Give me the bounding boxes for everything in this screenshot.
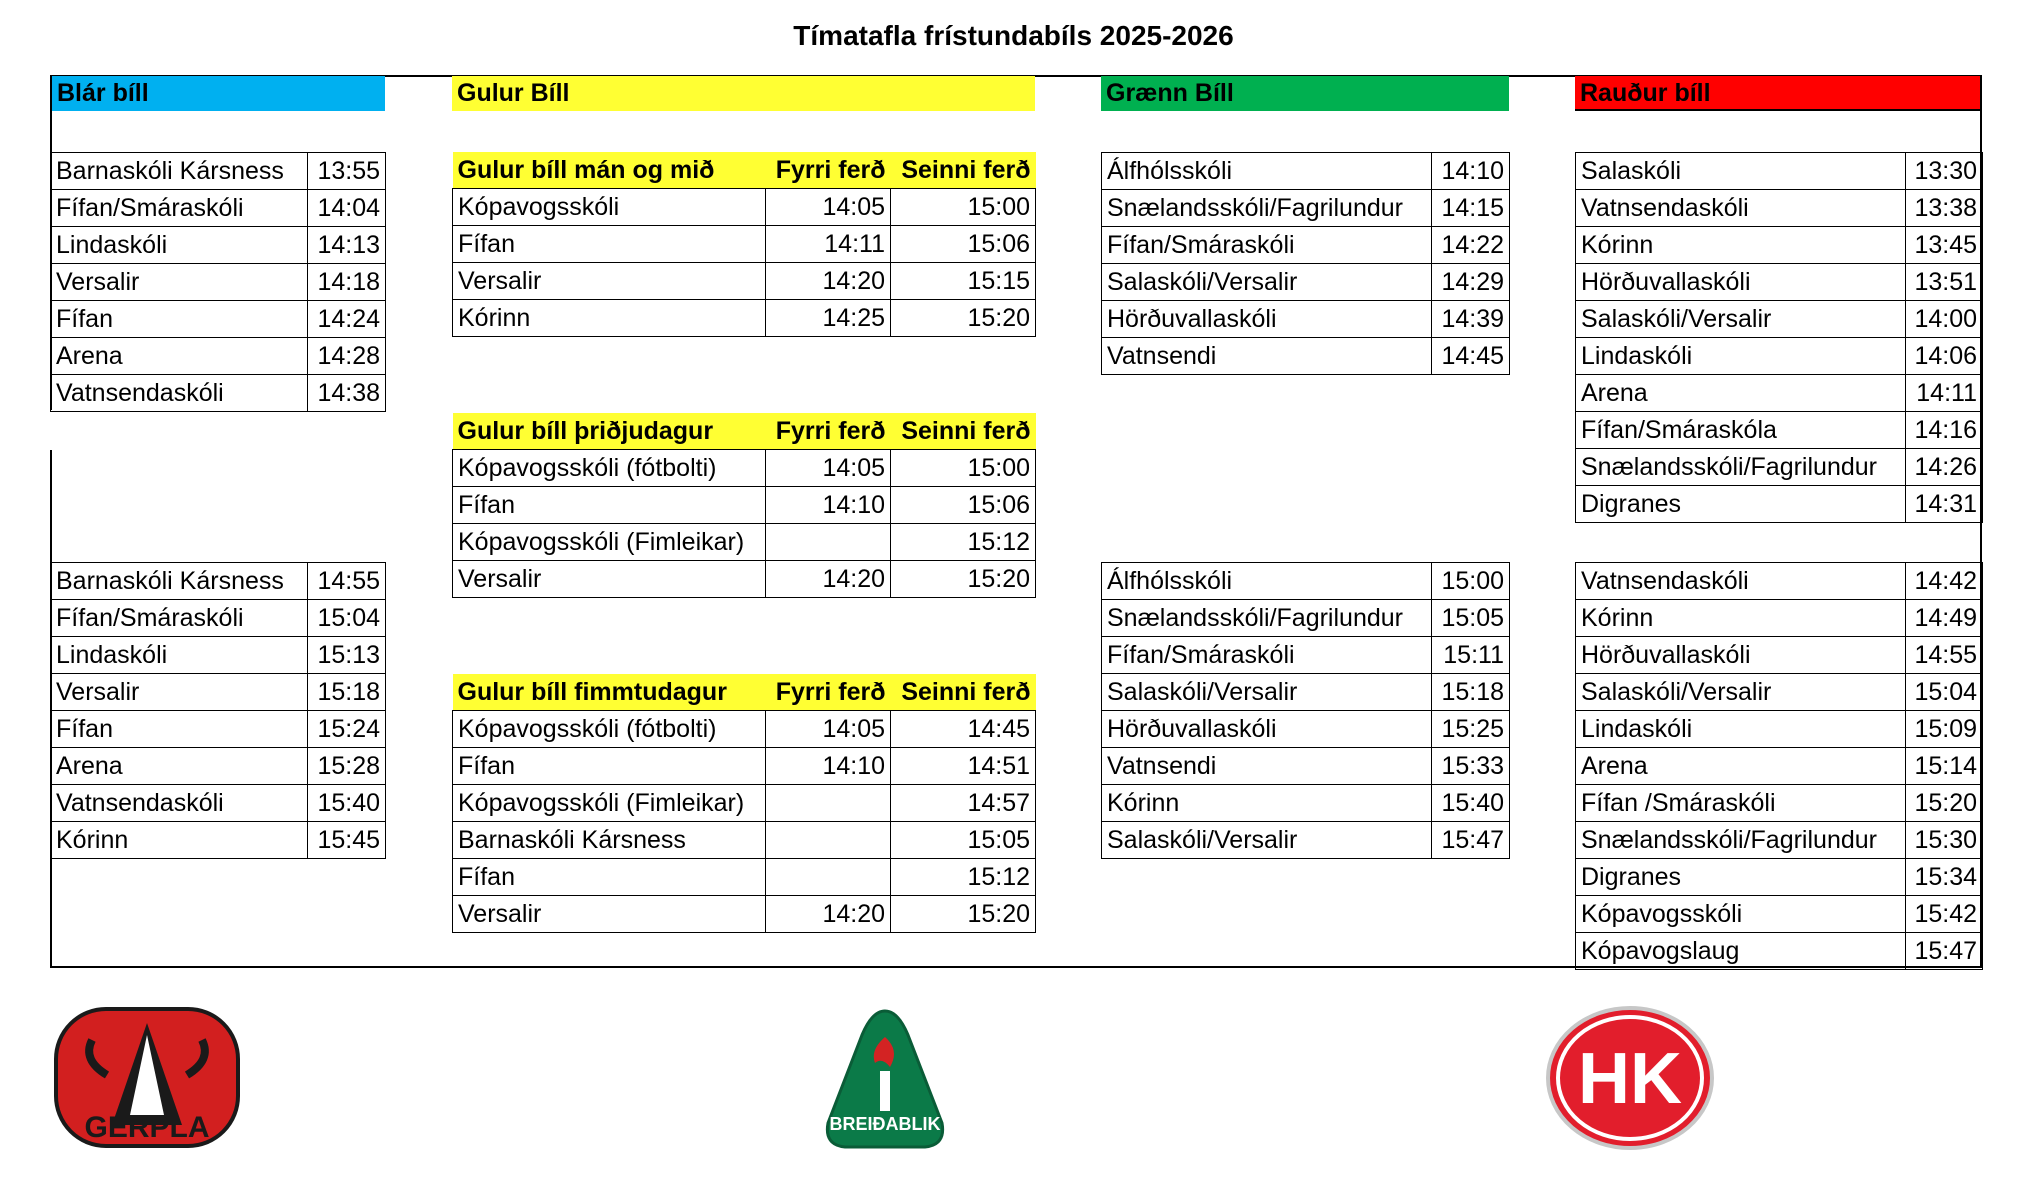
time-cell: 15:33 — [1432, 748, 1510, 785]
green-table-1 — [1101, 152, 1510, 375]
table-row — [51, 822, 386, 859]
stop-name-cell: Arena — [1576, 375, 1906, 412]
stop-name-cell: Versalir — [51, 264, 308, 301]
stop-name-cell: Kórinn — [51, 822, 308, 859]
hk-logo-text: HK — [1578, 1039, 1682, 1119]
table-row — [1576, 748, 1983, 785]
stop-name-cell: Barnaskóli Kársness — [51, 153, 308, 190]
table-header-cell: Seinni ferð — [891, 152, 1036, 189]
table-row — [453, 300, 1036, 337]
stop-name-cell: Fífan — [51, 711, 308, 748]
table-row — [1102, 600, 1510, 637]
time-cell: 14:51 — [891, 748, 1036, 785]
table-row — [1102, 674, 1510, 711]
stop-name-cell: Hörðuvallaskóli — [1102, 301, 1432, 338]
time-cell: 14:10 — [766, 487, 891, 524]
gerpla-logo-text: GERPLA — [84, 1111, 210, 1144]
stop-name-cell: Vatnsendaskóli — [1576, 190, 1906, 227]
time-cell: 14:10 — [1432, 153, 1510, 190]
stop-name-cell: Salaskóli/Versalir — [1576, 301, 1906, 338]
stop-name-cell: Barnaskóli Kársness — [453, 822, 766, 859]
table-row — [1576, 264, 1983, 301]
time-cell: 15:20 — [891, 896, 1036, 933]
time-cell: 14:55 — [308, 563, 386, 600]
stop-name-cell: Hörðuvallaskóli — [1576, 637, 1906, 674]
time-cell: 14:15 — [1432, 190, 1510, 227]
stop-name-cell: Salaskóli/Versalir — [1102, 264, 1432, 301]
table-row — [51, 153, 386, 190]
hk-logo — [1543, 1003, 1718, 1153]
time-cell: 14:24 — [308, 301, 386, 338]
yellow-table-thu — [452, 674, 1036, 933]
stop-name-cell: Salaskóli — [1576, 153, 1906, 190]
table-row — [453, 822, 1036, 859]
table-row — [453, 189, 1036, 226]
time-cell: 15:06 — [891, 487, 1036, 524]
header-red: Rauður bíll — [1575, 76, 1980, 111]
header-blue: Blár bíll — [52, 76, 385, 111]
time-cell: 14:26 — [1906, 449, 1983, 486]
time-cell: 14:11 — [766, 226, 891, 263]
stop-name-cell: Digranes — [1576, 859, 1906, 896]
time-cell: 15:25 — [1432, 711, 1510, 748]
time-cell: 15:20 — [1906, 785, 1983, 822]
stop-name-cell: Fífan — [453, 487, 766, 524]
time-cell: 13:51 — [1906, 264, 1983, 301]
stop-name-cell: Fífan/Smáraskóli — [51, 600, 308, 637]
table-header-cell: Fyrri ferð — [766, 674, 891, 711]
frame-gap — [48, 410, 54, 450]
time-cell: 15:11 — [1432, 637, 1510, 674]
green-table-2 — [1101, 562, 1510, 859]
time-cell: 14:00 — [1906, 301, 1983, 338]
breidablik-logo-text: BREIÐABLIK — [829, 1114, 941, 1134]
time-cell: 14:55 — [1906, 637, 1983, 674]
time-cell: 15:18 — [1432, 674, 1510, 711]
time-cell: 15:09 — [1906, 711, 1983, 748]
stop-name-cell: Fífan/Smáraskóli — [1102, 227, 1432, 264]
table-row — [1102, 190, 1510, 227]
stop-name-cell: Vatnsendaskóli — [51, 785, 308, 822]
stop-name-cell: Fífan — [453, 859, 766, 896]
header-yellow: Gulur Bíll — [452, 76, 1035, 111]
stop-name-cell: Vatnsendaskóli — [51, 375, 308, 412]
time-cell — [766, 785, 891, 822]
stop-name-cell: Snælandsskóli/Fagrilundur — [1102, 600, 1432, 637]
table-row — [453, 524, 1036, 561]
time-cell: 15:20 — [891, 561, 1036, 598]
table-row — [1102, 748, 1510, 785]
stop-name-cell: Fífan/Smáraskóla — [1576, 412, 1906, 449]
table-row — [1102, 711, 1510, 748]
gerpla-logo — [52, 1005, 242, 1150]
time-cell: 14:39 — [1432, 301, 1510, 338]
table-row — [453, 711, 1036, 748]
stop-name-cell: Lindaskóli — [51, 227, 308, 264]
stop-name-cell: Barnaskóli Kársness — [51, 563, 308, 600]
stop-name-cell: Kópavogsskóli — [453, 189, 766, 226]
time-cell: 14:13 — [308, 227, 386, 264]
time-cell: 14:20 — [766, 263, 891, 300]
table-row — [1576, 600, 1983, 637]
header-green: Grænn Bíll — [1101, 76, 1509, 111]
time-cell: 14:10 — [766, 748, 891, 785]
table-title-cell: Gulur bíll fimmtudagur — [453, 674, 766, 711]
stop-name-cell: Fífan/Smáraskóli — [1102, 637, 1432, 674]
time-cell: 15:45 — [308, 822, 386, 859]
table-row — [1576, 375, 1983, 412]
stop-name-cell: Fífan — [51, 301, 308, 338]
table-row — [1102, 227, 1510, 264]
table-row — [51, 748, 386, 785]
time-cell: 14:45 — [1432, 338, 1510, 375]
time-cell: 14:05 — [766, 711, 891, 748]
stop-name-cell: Snælandsskóli/Fagrilundur — [1576, 822, 1906, 859]
table-row — [453, 859, 1036, 896]
time-cell: 15:00 — [891, 450, 1036, 487]
stop-name-cell: Snælandsskóli/Fagrilundur — [1576, 449, 1906, 486]
time-cell: 15:05 — [891, 822, 1036, 859]
table-row — [453, 896, 1036, 933]
stop-name-cell: Kópavogsskóli (fótbolti) — [453, 711, 766, 748]
table-row — [1102, 785, 1510, 822]
time-cell: 15:05 — [1432, 600, 1510, 637]
stop-name-cell: Fífan /Smáraskóli — [1576, 785, 1906, 822]
time-cell: 14:18 — [308, 264, 386, 301]
time-cell — [766, 822, 891, 859]
table-row — [1576, 563, 1983, 600]
table-row — [51, 338, 386, 375]
table-row — [1576, 859, 1983, 896]
time-cell: 15:47 — [1432, 822, 1510, 859]
stop-name-cell: Salaskóli/Versalir — [1102, 674, 1432, 711]
table-row — [1576, 449, 1983, 486]
time-cell: 14:25 — [766, 300, 891, 337]
time-cell: 13:45 — [1906, 227, 1983, 264]
stop-name-cell: Lindaskóli — [1576, 338, 1906, 375]
stop-name-cell: Versalir — [453, 896, 766, 933]
time-cell: 15:28 — [308, 748, 386, 785]
time-cell: 15:20 — [891, 300, 1036, 337]
table-row — [51, 301, 386, 338]
time-cell: 15:14 — [1906, 748, 1983, 785]
table-row — [1576, 301, 1983, 338]
table-row — [1576, 896, 1983, 933]
time-cell: 14:16 — [1906, 412, 1983, 449]
table-header-row — [453, 152, 1036, 189]
time-cell: 14:05 — [766, 189, 891, 226]
stop-name-cell: Álfhólsskóli — [1102, 563, 1432, 600]
time-cell: 15:18 — [308, 674, 386, 711]
time-cell: 15:24 — [308, 711, 386, 748]
time-cell: 15:30 — [1906, 822, 1983, 859]
table-header-cell: Seinni ferð — [891, 674, 1036, 711]
stop-name-cell: Kórinn — [453, 300, 766, 337]
table-row — [453, 561, 1036, 598]
stop-name-cell: Vatnsendaskóli — [1576, 563, 1906, 600]
time-cell: 14:05 — [766, 450, 891, 487]
stop-name-cell: Hörðuvallaskóli — [1576, 264, 1906, 301]
time-cell: 14:11 — [1906, 375, 1983, 412]
table-row — [1576, 227, 1983, 264]
table-row — [1102, 301, 1510, 338]
time-cell: 15:34 — [1906, 859, 1983, 896]
table-row — [453, 226, 1036, 263]
table-row — [51, 264, 386, 301]
stop-name-cell: Kópavogsskóli (Fimleikar) — [453, 524, 766, 561]
table-row — [51, 785, 386, 822]
table-row — [1576, 338, 1983, 375]
stop-name-cell: Vatnsendi — [1102, 338, 1432, 375]
table-row — [51, 711, 386, 748]
table-row — [1576, 486, 1983, 523]
table-row — [1576, 822, 1983, 859]
time-cell: 15:06 — [891, 226, 1036, 263]
time-cell: 15:47 — [1906, 933, 1983, 970]
table-row — [1102, 637, 1510, 674]
time-cell: 15:00 — [1432, 563, 1510, 600]
table-row — [1576, 153, 1983, 190]
time-cell: 14:04 — [308, 190, 386, 227]
table-row — [453, 487, 1036, 524]
stop-name-cell: Salaskóli/Versalir — [1576, 674, 1906, 711]
table-header-cell: Fyrri ferð — [766, 413, 891, 450]
time-cell: 14:57 — [891, 785, 1036, 822]
stop-name-cell: Lindaskóli — [1576, 711, 1906, 748]
table-row — [1576, 190, 1983, 227]
table-header-row — [453, 413, 1036, 450]
table-row — [51, 637, 386, 674]
time-cell: 15:00 — [891, 189, 1036, 226]
time-cell: 14:45 — [891, 711, 1036, 748]
table-row — [51, 563, 386, 600]
page-title: Tímatafla frístundabíls 2025-2026 — [793, 20, 1234, 51]
time-cell: 13:55 — [308, 153, 386, 190]
table-row — [1576, 711, 1983, 748]
table-title-cell: Gulur bíll þriðjudagur — [453, 413, 766, 450]
time-cell — [766, 859, 891, 896]
stop-name-cell: Kópavogsskóli (fótbolti) — [453, 450, 766, 487]
blue-table-2 — [50, 562, 386, 859]
time-cell: 14:42 — [1906, 563, 1983, 600]
table-row — [51, 190, 386, 227]
time-cell: 13:38 — [1906, 190, 1983, 227]
table-row — [1576, 674, 1983, 711]
stop-name-cell: Fífan — [453, 226, 766, 263]
stop-name-cell: Versalir — [51, 674, 308, 711]
stop-name-cell: Hörðuvallaskóli — [1102, 711, 1432, 748]
time-cell: 15:40 — [308, 785, 386, 822]
time-cell: 15:13 — [308, 637, 386, 674]
time-cell: 14:38 — [308, 375, 386, 412]
table-row — [1102, 822, 1510, 859]
blue-table-1 — [50, 152, 386, 412]
time-cell: 13:30 — [1906, 153, 1983, 190]
time-cell: 14:22 — [1432, 227, 1510, 264]
stop-name-cell: Kórinn — [1576, 227, 1906, 264]
breidablik-logo — [820, 1005, 950, 1155]
time-cell — [766, 524, 891, 561]
table-row — [1102, 264, 1510, 301]
table-row — [1102, 153, 1510, 190]
time-cell: 14:06 — [1906, 338, 1983, 375]
time-cell: 15:12 — [891, 859, 1036, 896]
table-row — [51, 227, 386, 264]
table-header-cell: Seinni ferð — [891, 413, 1036, 450]
time-cell: 14:28 — [308, 338, 386, 375]
time-cell: 15:40 — [1432, 785, 1510, 822]
stop-name-cell: Fífan — [453, 748, 766, 785]
red-table-2 — [1575, 562, 1983, 970]
stop-name-cell: Versalir — [453, 561, 766, 598]
stop-name-cell: Vatnsendi — [1102, 748, 1432, 785]
table-row — [1576, 637, 1983, 674]
table-row — [1102, 338, 1510, 375]
table-row — [453, 748, 1036, 785]
stop-name-cell: Kórinn — [1102, 785, 1432, 822]
stop-name-cell: Snælandsskóli/Fagrilundur — [1102, 190, 1432, 227]
time-cell: 15:04 — [1906, 674, 1983, 711]
red-table-1 — [1575, 152, 1983, 523]
stop-name-cell: Fífan/Smáraskóli — [51, 190, 308, 227]
table-row — [453, 785, 1036, 822]
stop-name-cell: Kópavogslaug — [1576, 933, 1906, 970]
stop-name-cell: Arena — [51, 748, 308, 785]
table-header-cell: Fyrri ferð — [766, 152, 891, 189]
table-row — [1576, 785, 1983, 822]
time-cell: 15:04 — [308, 600, 386, 637]
table-row — [1576, 933, 1983, 970]
time-cell: 15:12 — [891, 524, 1036, 561]
yellow-table-mon-wed — [452, 152, 1036, 337]
stop-name-cell: Kópavogsskóli (Fimleikar) — [453, 785, 766, 822]
time-cell: 15:15 — [891, 263, 1036, 300]
stop-name-cell: Versalir — [453, 263, 766, 300]
table-row — [51, 375, 386, 412]
time-cell: 14:49 — [1906, 600, 1983, 637]
table-row — [51, 600, 386, 637]
table-row — [453, 263, 1036, 300]
stop-name-cell: Digranes — [1576, 486, 1906, 523]
time-cell: 14:29 — [1432, 264, 1510, 301]
yellow-table-tue — [452, 413, 1036, 598]
time-cell: 14:31 — [1906, 486, 1983, 523]
table-header-row — [453, 674, 1036, 711]
table-row — [1102, 563, 1510, 600]
stop-name-cell: Álfhólsskóli — [1102, 153, 1432, 190]
table-row — [51, 674, 386, 711]
stop-name-cell: Salaskóli/Versalir — [1102, 822, 1432, 859]
time-cell: 14:20 — [766, 561, 891, 598]
stop-name-cell: Lindaskóli — [51, 637, 308, 674]
table-row — [453, 450, 1036, 487]
stop-name-cell: Kórinn — [1576, 600, 1906, 637]
time-cell: 14:20 — [766, 896, 891, 933]
stop-name-cell: Arena — [51, 338, 308, 375]
stop-name-cell: Arena — [1576, 748, 1906, 785]
stop-name-cell: Kópavogsskóli — [1576, 896, 1906, 933]
time-cell: 15:42 — [1906, 896, 1983, 933]
table-row — [1576, 412, 1983, 449]
table-title-cell: Gulur bíll mán og mið — [453, 152, 766, 189]
